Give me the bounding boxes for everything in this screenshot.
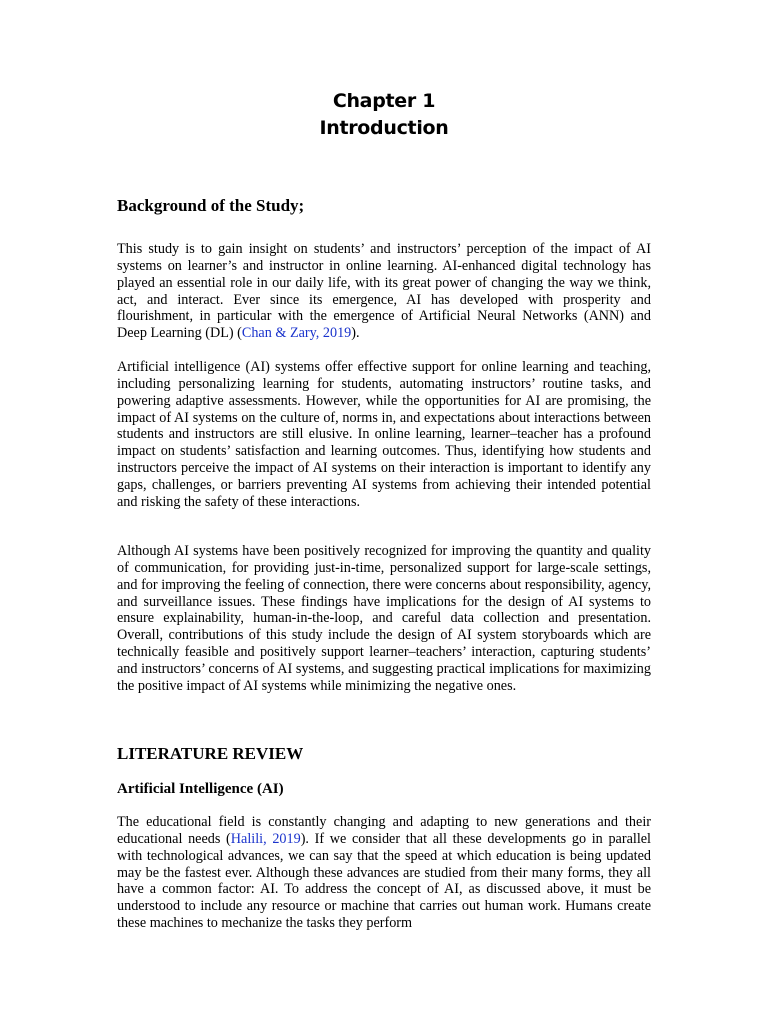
background-paragraph-3: Although AI systems have been positively recognized for improving the quantity and quality of communication, for providing just-in-time, personalized support for large-scale settings, and for improving the feeling of connection, there were concerns about responsibility, agency, and surveillance issues. These findings have implications for the design of AI systems to ensure explainability, human-in-the-loop, and careful data collection and presentation. Overall, contributions of this study include the design of AI system storyboards which are technically feasible and positively support learner–teachers’ interaction, capturing students’ and instructors’ concerns of AI systems, and suggesting practical implications for maximizing the positive impact of AI systems while minimizing the negative ones. — [117, 543, 651, 694]
paragraph-text: The educational field is constantly changing and adapting to new generations and their educational needs ( — [117, 814, 651, 847]
chapter-heading — [0, 88, 768, 142]
literature-review-heading: LITERATURE REVIEW — [117, 744, 304, 763]
citation-link-chan-zary[interactable]: Chan & Zary, 2019 — [241, 325, 352, 342]
paragraph-text: ). If we consider that all these developments go in parallel with technological advances, we can say that the speed at which education is being updated may be the fastest ever. Although these advances are studied from their many forms, they all have a common factor: AI. To address the concept of AI, as discussed above, it must be understood to include any resource or machine that carries out human work. Humans create these machines to mechanize the tasks they perform — [117, 830, 651, 932]
chapter-title: Introduction — [319, 117, 449, 139]
literature-review-paragraph — [117, 814, 651, 932]
chapter-number: Chapter 1 — [332, 90, 436, 112]
background-heading: Background of the Study; — [117, 196, 305, 215]
citation-link-halili[interactable]: Halili, 2019 — [230, 830, 301, 847]
background-paragraph-1 — [117, 241, 651, 342]
paragraph-text: ). — [351, 325, 360, 342]
background-paragraph-2: Artificial intelligence (AI) systems offer effective support for online learning and teaching, including personalizing learning for students, automating instructors’ routine tasks, and powering adaptive assessments. However, while the opportunities for AI are promising, the impact of AI systems on the culture of, norms in, and expectations about interactions between students and instructors are still elusive. In online learning, learner–teacher has a profound impact on students’ satisfaction and learning outcomes. Thus, identifying how students and instructors perceive the impact of AI systems on their interaction is important to identify any gaps, challenges, or barriers preventing AI systems from achieving their intended potential and risking the safety of these interactions. — [117, 359, 651, 510]
paragraph-text: This study is to gain insight on students’ and instructors’ perception of the impact of AI systems on learner’s and instructor in online learning. AI-enhanced digital technology has played an essential role in our daily life, with its great power of changing the way we think, act, and interact. Ever since its emergence, AI has developed with prosperity and flourishment, in particular with the emergence of Artificial Neural Networks (ANN) and Deep Learning (DL) ( — [117, 241, 651, 342]
ai-subheading: Artificial Intelligence (AI) — [117, 781, 284, 797]
